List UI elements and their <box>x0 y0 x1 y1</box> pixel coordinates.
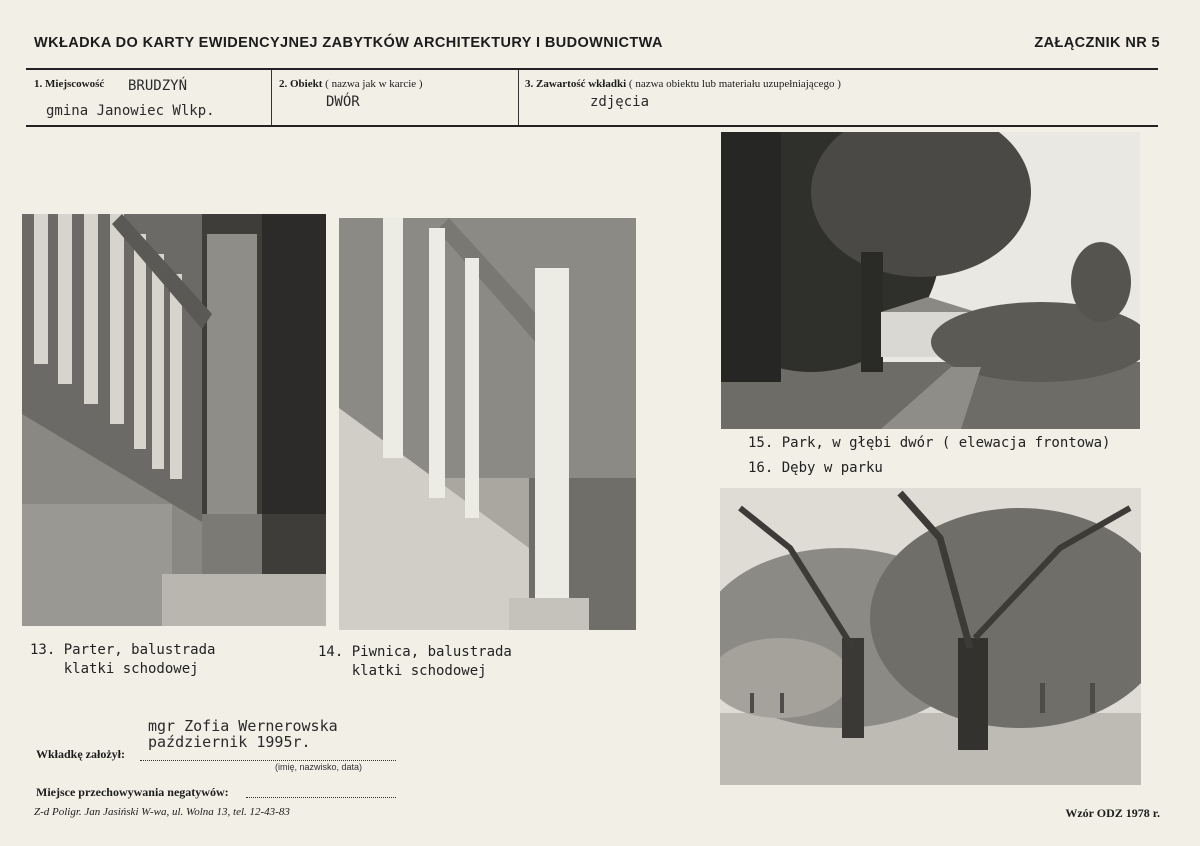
caption-14-line2: klatki schodowej <box>318 663 487 679</box>
negatives-label: Miejsce przechowywania negatywów: <box>36 785 229 799</box>
object-label-text: 2. Obiekt <box>279 78 323 90</box>
photo-15-park-manor <box>721 132 1140 429</box>
locality-value: BRUDZYŃ <box>128 78 188 94</box>
author-line <box>140 760 396 761</box>
caption-15: 15. Park, w głębi dwór ( elewacja frontowa) <box>748 435 1111 451</box>
header-bottom-rule <box>26 125 1158 127</box>
header-top-rule <box>26 68 1158 70</box>
author-hint: (imię, nazwisko, data) <box>275 762 363 772</box>
field-divider <box>271 70 272 125</box>
author-date: październik 1995r. <box>148 733 311 751</box>
content-label-hint: ( nazwa obiektu lub materiału uzupełniającego ) <box>628 78 841 90</box>
printer-imprint: Z-d Poligr. Jan Jasiński W-wa, ul. Wolna 13, tel. 12-43-83 <box>34 806 290 818</box>
locality-label: 1. Miejscowość <box>34 78 105 90</box>
content-value: zdjęcia <box>590 94 650 110</box>
object-value: DWÓR <box>326 94 360 110</box>
author-name: mgr Zofia Wernerowska <box>148 717 338 735</box>
caption-13-line2: klatki schodowej <box>30 661 199 677</box>
form-model: Wzór ODZ 1978 r. <box>1065 806 1160 820</box>
negatives-line <box>246 797 396 798</box>
object-label <box>279 78 423 90</box>
photo-13-ground-floor-balustrade <box>22 214 326 626</box>
caption-14-line1: 14. Piwnica, balustrada <box>318 644 512 660</box>
caption-13-line1: 13. Parter, balustrada <box>30 642 216 658</box>
annex-number: ZAŁĄCZNIK NR 5 <box>1034 35 1160 51</box>
object-label-hint: ( nazwa jak w karcie ) <box>325 78 423 90</box>
content-label-text: 3. Zawartość wkładki <box>525 78 627 90</box>
field-divider <box>518 70 519 125</box>
photo-16-oaks-in-park <box>720 488 1141 785</box>
content-label <box>525 78 841 90</box>
commune-value: gmina Janowiec Wlkp. <box>46 103 215 119</box>
form-title: WKŁADKA DO KARTY EWIDENCYJNEJ ZABYTKÓW ARCHITEKTURY I BUDOWNICTWA <box>34 35 663 51</box>
photo-14-basement-balustrade <box>339 218 636 630</box>
caption-16: 16. Dęby w parku <box>748 460 883 476</box>
author-label: Wkładkę założył: <box>36 747 125 761</box>
